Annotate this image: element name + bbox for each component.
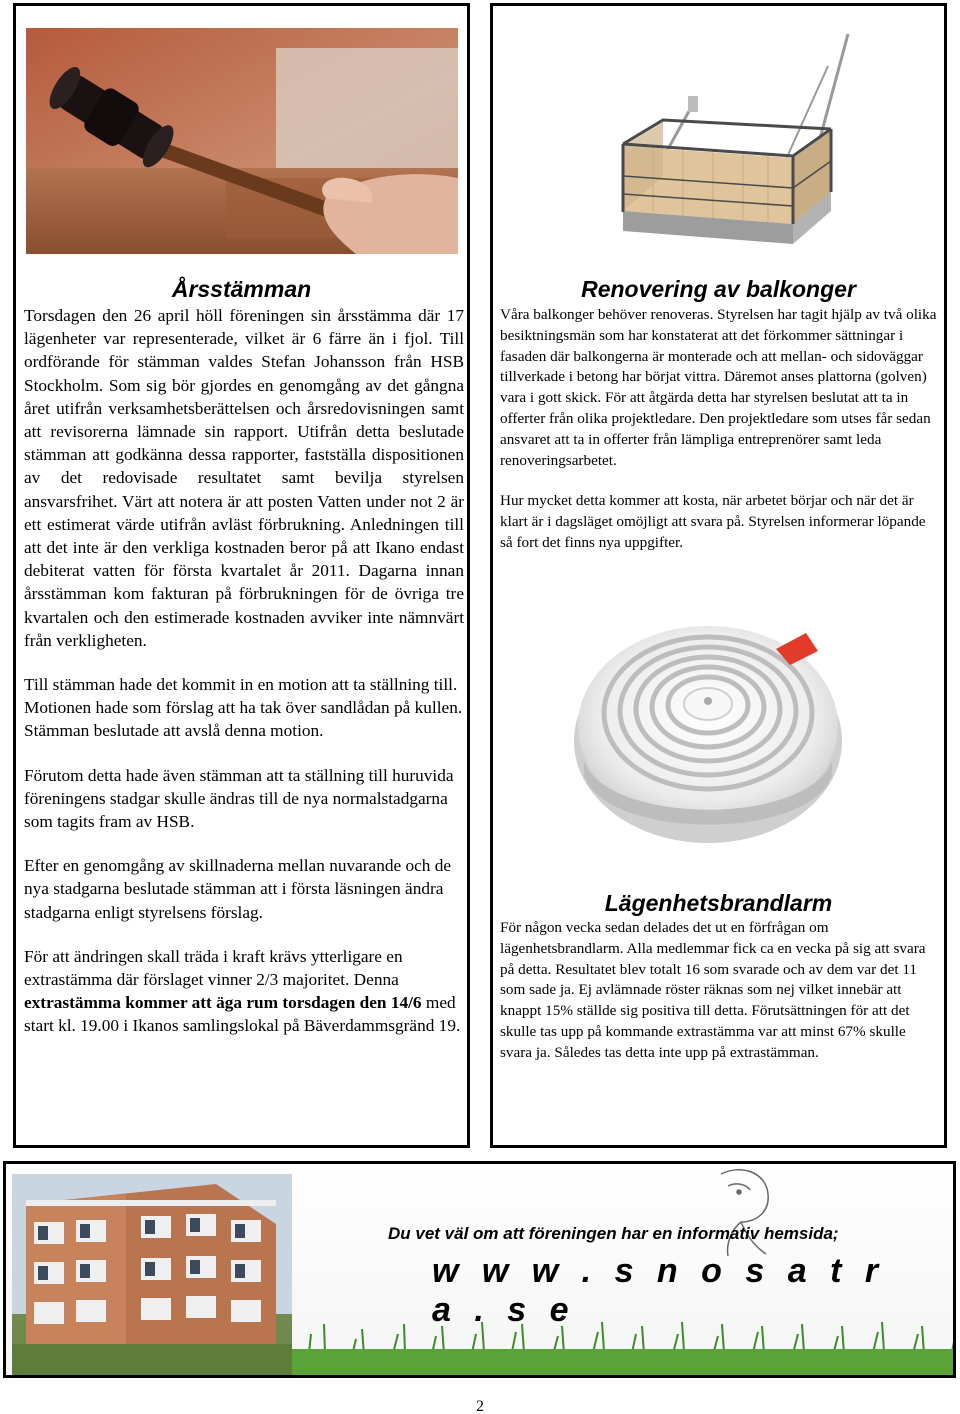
smoke-detector-photo xyxy=(568,601,848,851)
article-heading: Lägenhetsbrandlarm xyxy=(604,890,833,916)
website-announcement: Du vet väl om att föreningen har en informativ hemsida; xyxy=(388,1224,839,1243)
paragraph: Till stämman hade det kommit in en motion att ta ställning till. Motionen hade som förslag att ha tak över sandlådan på kullen. Stämman beslutade att avslå denna motion. xyxy=(24,675,463,741)
article-box-arsstamman xyxy=(13,3,470,1148)
gavel-photo xyxy=(26,28,458,254)
paragraph: Våra balkonger behöver renoveras. Styrelsen har tagit hjälp av två olika besiktningsmän som har konstaterat att det förkommer sättningar i fasaden där balkongerna är monterade och att mellan- och sidoväggar tillverkade i betong har börjat vittra. Däremot anses plattorna (golven) vara i gott skick. För att åtgärda detta har styrelsen beslutat att ta in offerter från olika projektledare. Den projektledare som utses får sedan ansvaret att ta in offerter från lämpliga entreprenörer samt leda renoveringsarbetet. xyxy=(500,306,937,469)
paragraph-text: med start kl. 19.00 i Ikanos samlingslokal på Bäverdammsgränd 19. xyxy=(24,993,461,1036)
website-url-link[interactable]: w w w . s n o s a t r a . s e xyxy=(432,1252,886,1329)
paragraph-text: För att ändringen skall träda i kraft krävs ytterligare en extrastämma där förslaget vinner 2/3 majoritet. Denna xyxy=(24,946,403,990)
paragraph: Efter en genomgång av skillnaderna mellan nuvarande och de nya stadgarna beslutade stämman att i första läsningen ändra stadgarna enligt styrelsens förslag. xyxy=(24,856,452,922)
paragraph: Förutom detta hade även stämman att ta ställning till huruvida föreningens stadgar skulle ändras till de nya normalstadgarna som tagits fram av HSB. xyxy=(24,765,454,832)
article-body xyxy=(24,304,464,1038)
paragraph: Hur mycket detta kommer att kosta, när arbetet börjar och när det är klart är i dagsläget omöjligt att svara på. Styrelsen informerar löpande så fort det finns nya uppgifter. xyxy=(500,492,926,551)
article-body xyxy=(500,305,938,554)
paragraph: Torsdagen den 26 april höll föreningen sin årsstämma där 17 lägenheter var representerade, vilket är 6 färre än i fjol. Till ordförande för stämman valdes Stefan Johansson från HSB Stockholm. Som sig bör gjordes en genomgång av det gångna året utifrån verksamhetsberättelsen och årsredovisningen samt att revisorerna lämnade sin rapport. Utifrån detta beslutade stämman att godkänna dessa rapporter, fastställa dispositionen av det redovisade resultatet samt bevilja styrelsen ansvarsfrihet. Värt att notera är att posten Vatten under not 2 är ett estimerat värde utifrån avläst förbrukning. Anledningen till att det inte är den verkliga kostnaden beror på att Ikano endast debiterat vatten för första kvartalet år 2011. Dagarna innan årsstämman kom fakturan på förbrukningen för de övriga tre kvartalen och den estimerade kostnaden avviker inte nämnvärt från verkligheten. xyxy=(24,306,464,650)
paragraph: För någon vecka sedan delades det ut en förfrågan om lägenhetsbrandlarm. Alla medlemmar fick ca en vecka på sig att svara på detta. Resultatet blev totalt 16 som svarade och av dem var det 11 som sade ja. Ej avlämnade röster räknas som nej vilket innebär att knappt 15% ställde sig positiva till detta. Förutsättningen för att det skulle tas upp på kommande extrastämma var att minst 67% skulle svara ja. Således tas detta inte upp på extrastämman. xyxy=(500,919,926,1061)
meeting-date-emphasis: extrastämma kommer att äga rum torsdagen den 14/6 xyxy=(24,993,422,1013)
paragraph xyxy=(24,945,464,1038)
article-heading: Årsstämman xyxy=(171,276,312,302)
page-number: 2 xyxy=(476,1398,484,1414)
article-heading: Renovering av balkonger xyxy=(581,276,856,302)
article-box-right xyxy=(490,3,947,1148)
balcony-illustration xyxy=(593,26,853,266)
article-body xyxy=(500,918,938,1064)
website-banner xyxy=(3,1161,956,1378)
